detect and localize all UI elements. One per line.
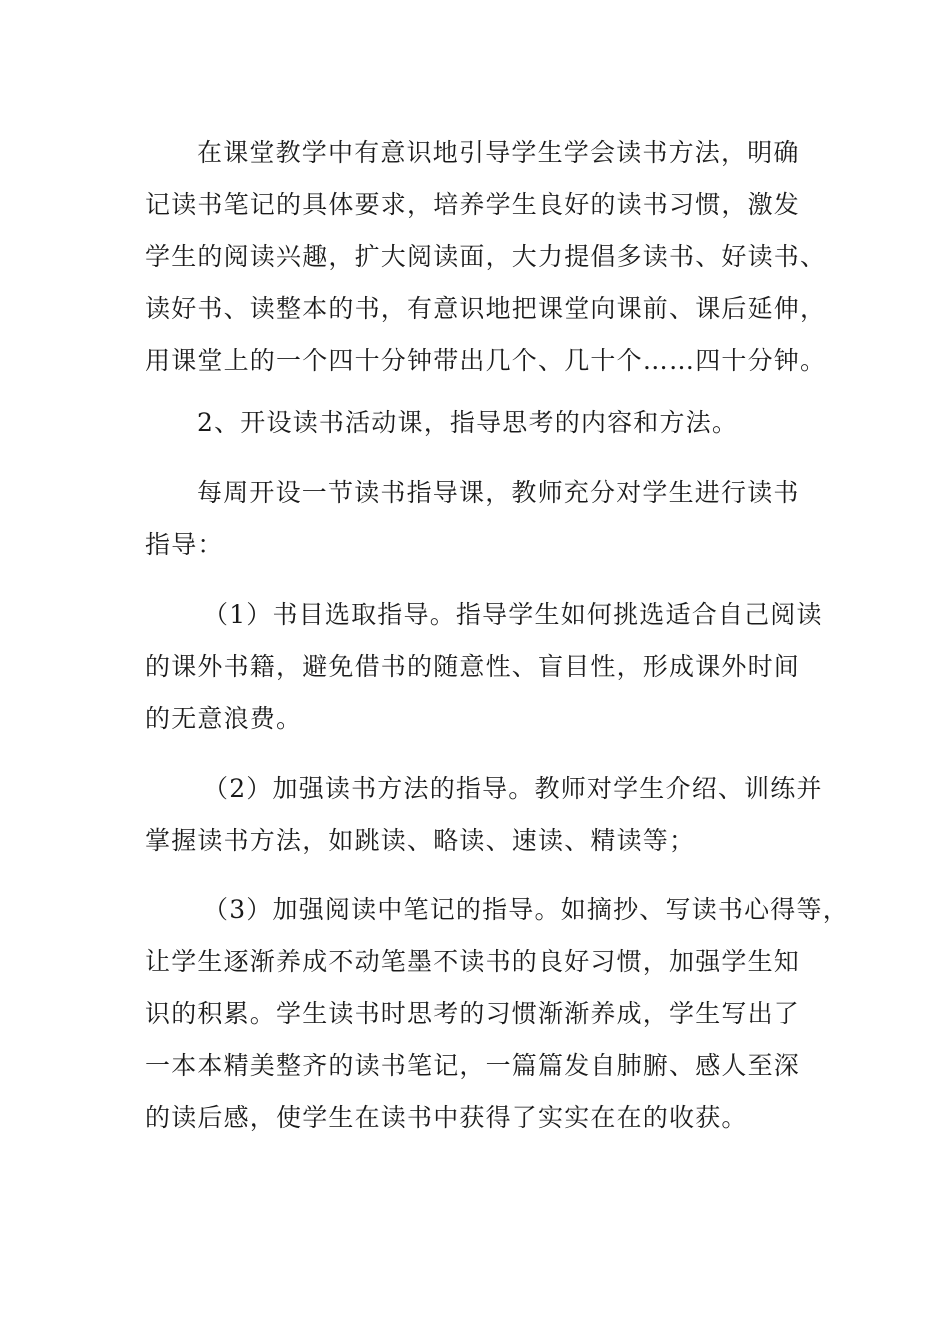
text-line: 一本本精美整齐的读书笔记，一篇篇发自肺腑、感人至深 [145,1051,801,1080]
list-item-2 [145,763,823,867]
text-line: 在课堂教学中有意识地引导学生学会读书方法，明确 [197,138,800,167]
paragraph-reading-methods [145,127,827,387]
text-line: 的读后感，使学生在读书中获得了实实在在的收获。 [145,1103,748,1132]
text-line: 用课堂上的一个四十分钟带出几个、几十个……四十分钟。 [145,346,827,375]
list-item-1 [145,589,823,745]
list-item-3 [145,884,849,1144]
section-heading-2 [145,397,815,449]
text-line: （2）加强读书方法的指导。教师对学生介绍、训练并 [203,774,823,803]
paragraph-weekly-class [145,467,815,571]
text-line: 每周开设一节读书指导课，教师充分对学生进行读书 [197,478,800,507]
text-line: （3）加强阅读中笔记的指导。如摘抄、写读书心得等， [203,895,849,924]
text-line: 记读书笔记的具体要求，培养学生良好的读书习惯，激发 [145,190,801,219]
text-line: （1）书目选取指导。指导学生如何挑选适合自己阅读 [203,600,823,629]
text-line: 的无意浪费。 [145,704,303,733]
text-line: 学生的阅读兴趣，扩大阅读面，大力提倡多读书、好读书、 [145,242,827,271]
text-line: 让学生逐渐养成不动笔墨不读书的良好习惯，加强学生知 [145,947,801,976]
heading-line: 2、开设读书活动课，指导思考的内容和方法。 [197,408,739,437]
text-line: 掌握读书方法，如跳读、略读、速读、精读等； [145,826,696,855]
text-line: 识的积累。学生读书时思考的习惯渐渐养成，学生写出了 [145,999,801,1028]
text-line: 指导： [145,530,224,559]
text-line: 的课外书籍，避免借书的随意性、盲目性，形成课外时间 [145,652,801,681]
text-line: 读好书、读整本的书，有意识地把课堂向课前、课后延伸， [145,294,827,323]
